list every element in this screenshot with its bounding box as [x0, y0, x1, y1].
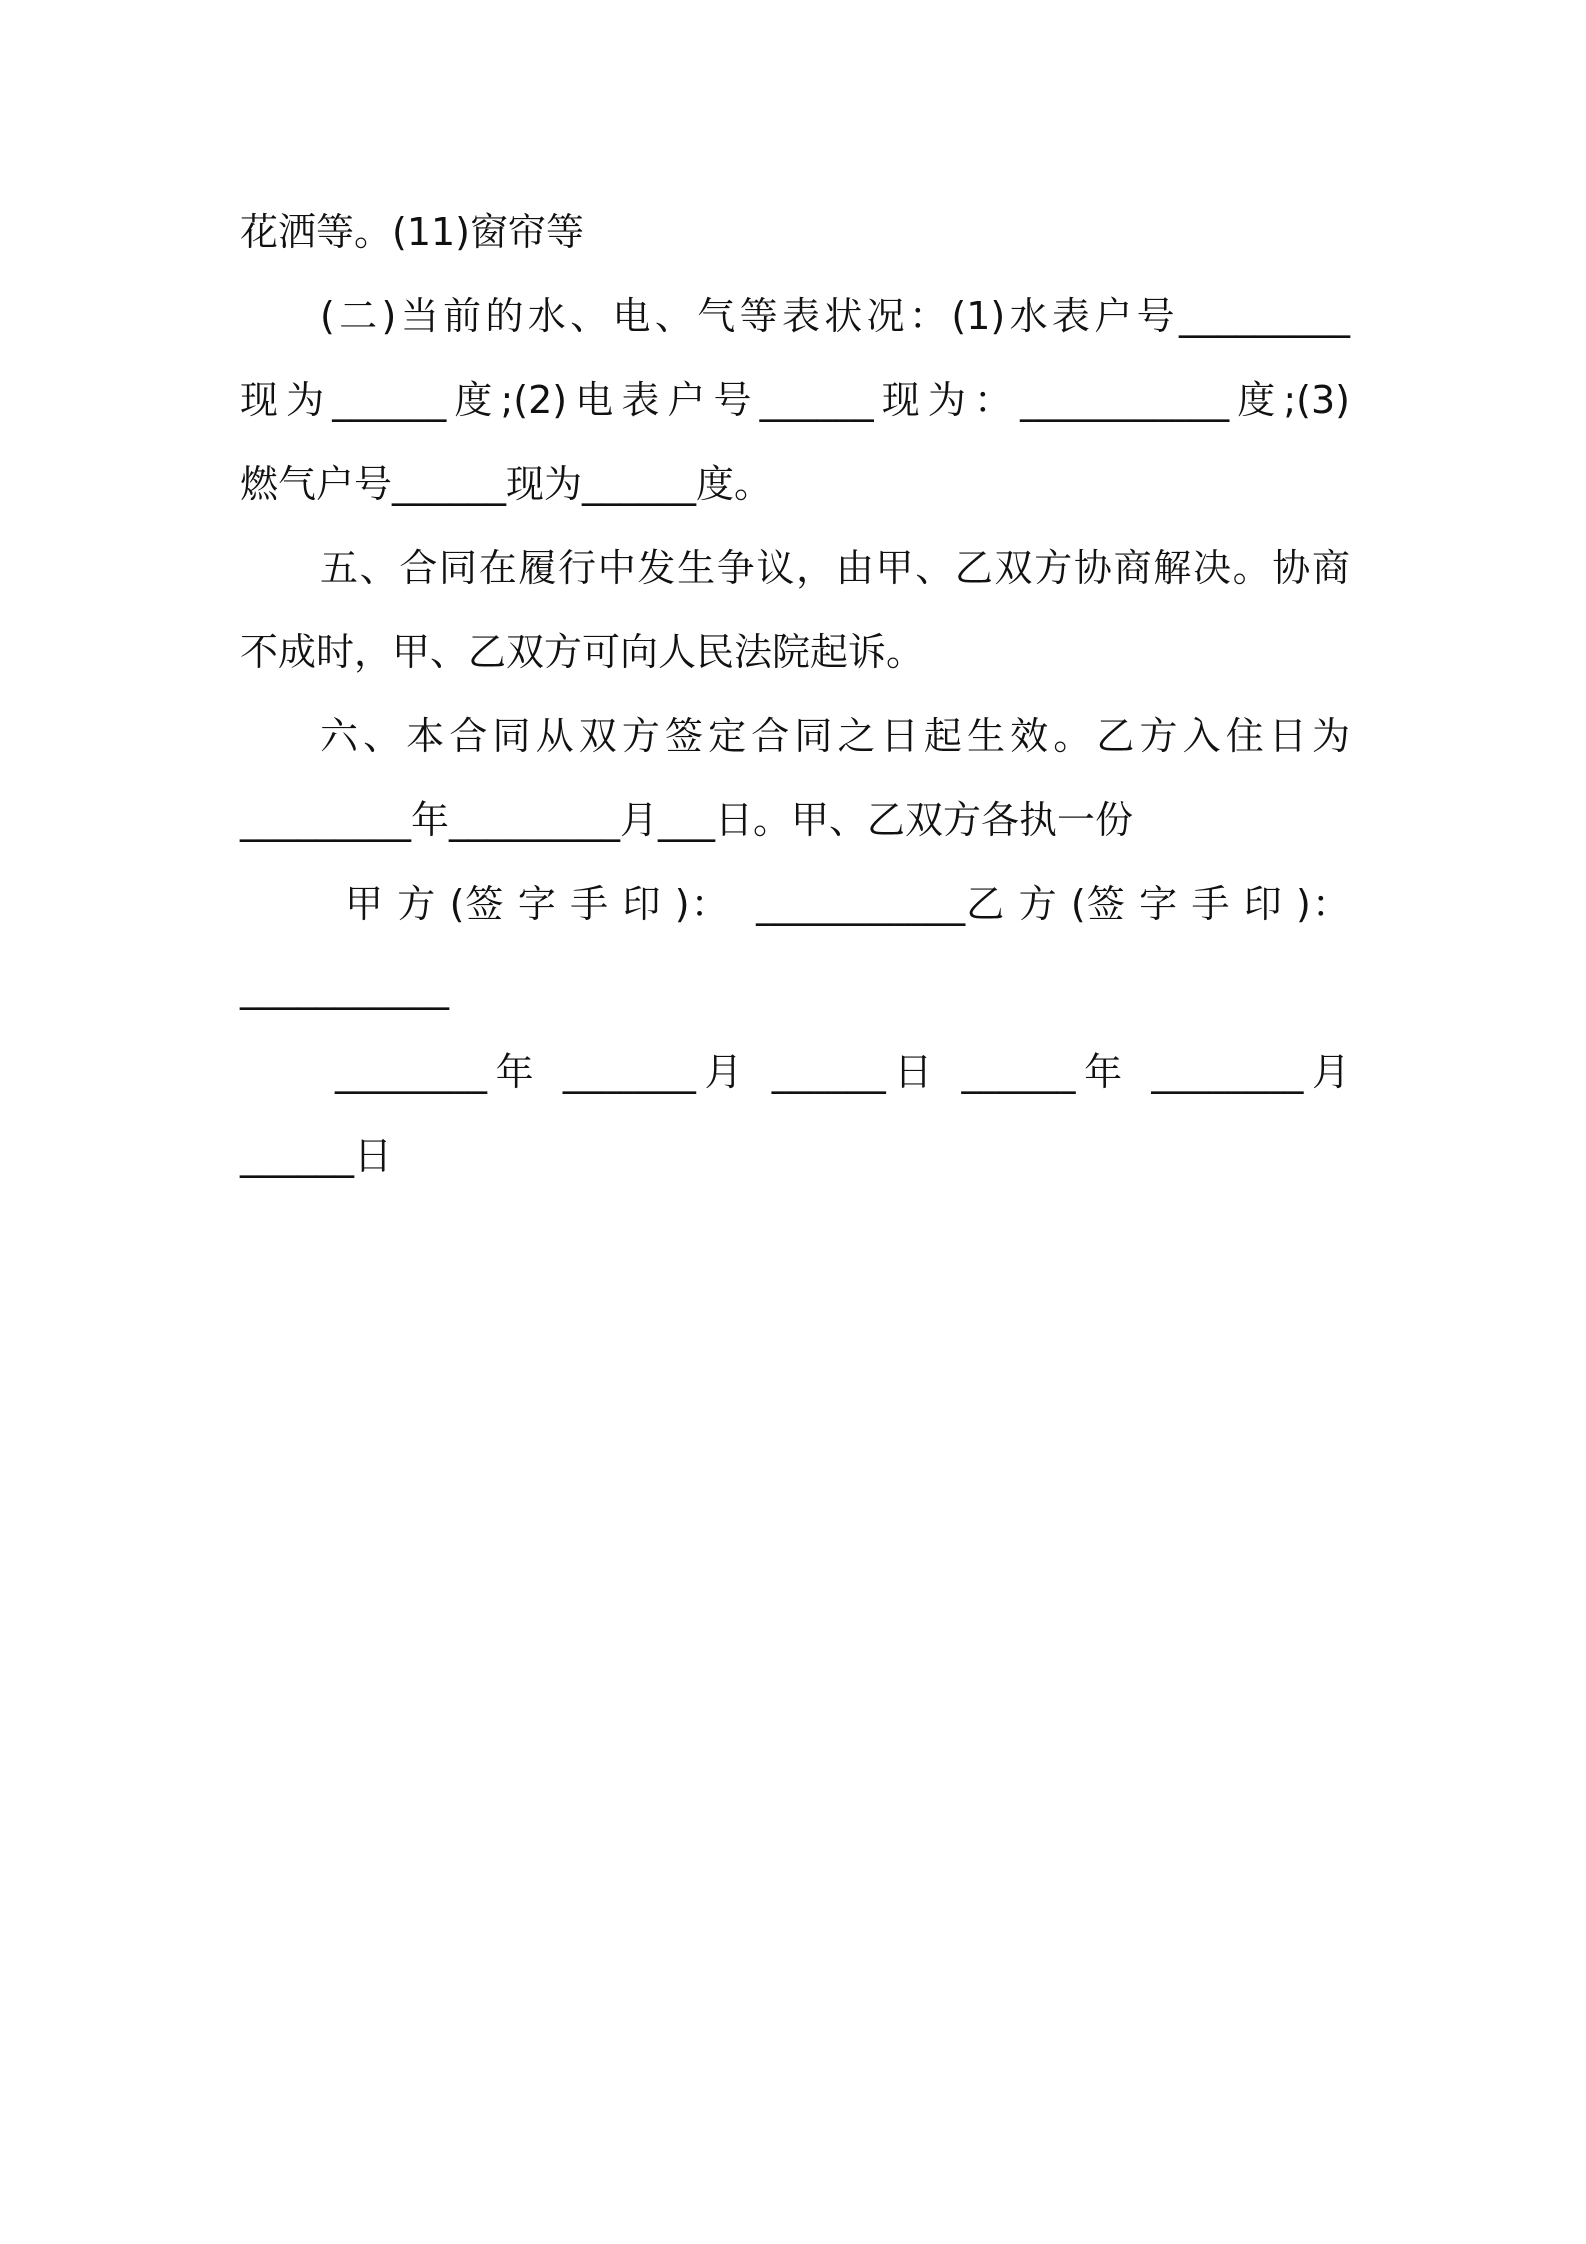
signature-line: 甲 方 (签 字 手 印 )： ___________乙 方 (签 字 手 印 )：: [345, 882, 1350, 926]
clause-five-line-1: 五、合同在履行中发生争议，由甲、乙双方协商解决。协商: [320, 546, 1350, 590]
date-line: ________年 _______月 ______日 ______年 ________月: [335, 1050, 1350, 1094]
clause-six-line-1: 六、本合同从双方签定合同之日起生效。乙方入住日为: [320, 714, 1350, 758]
utility-meter-line-2: 现为______度;(2)电表户号______现为：___________度;(3): [240, 378, 1350, 422]
date-line-end: ______日: [240, 1134, 393, 1178]
clause-five-line-2: 不成时，甲、乙双方可向人民法院起诉。: [240, 630, 925, 674]
utility-meter-line-3: 燃气户号______现为______度。: [240, 462, 773, 506]
document-body: [240, 190, 1350, 1198]
utility-meter-line-1: (二)当前的水、电、气等表状况：(1)水表户号_________: [320, 294, 1350, 338]
signature-blank: ___________: [240, 966, 449, 1010]
clause-six-line-2: _________年_________月___日。甲、乙双方各执一份: [240, 798, 1134, 842]
text-line-1: 花洒等。(11)窗帘等: [240, 210, 585, 254]
